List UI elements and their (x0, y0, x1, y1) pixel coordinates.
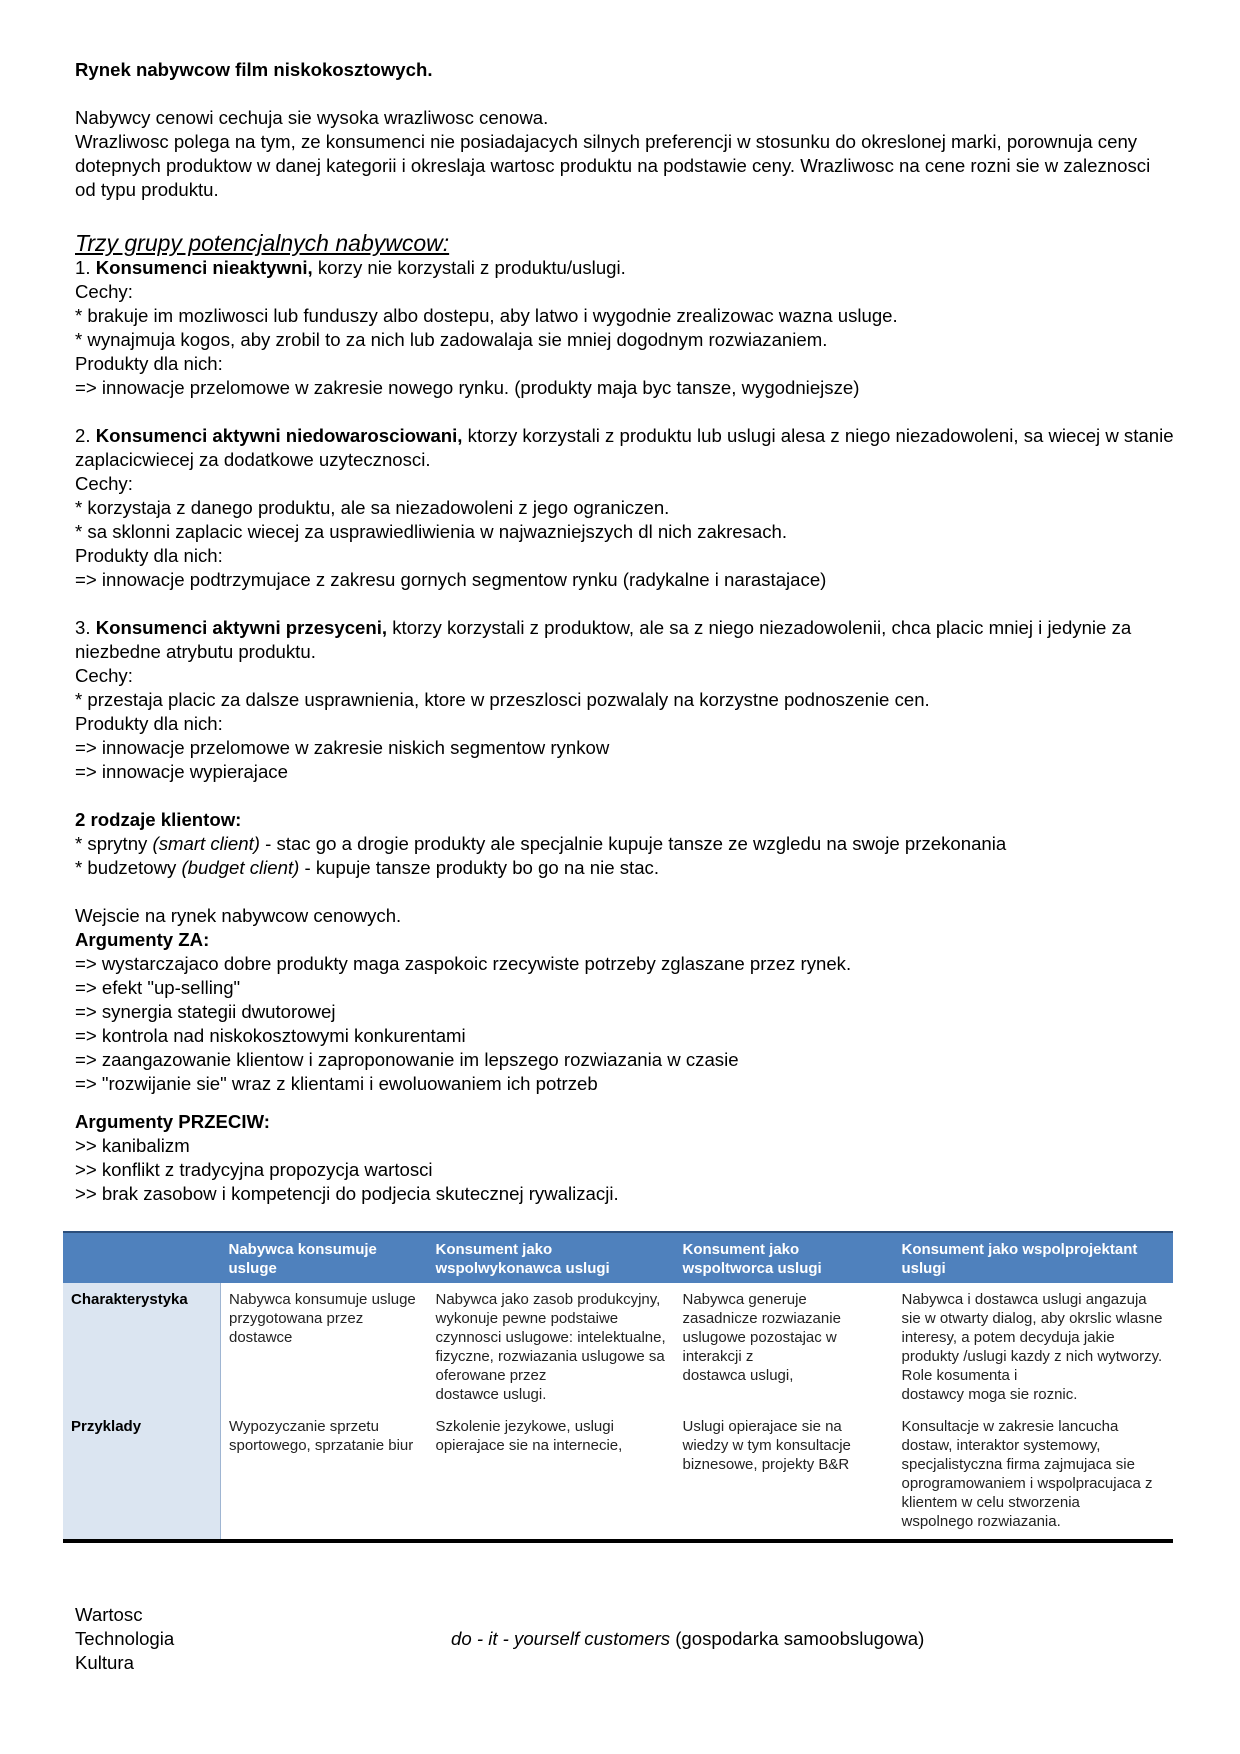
pro-item: => kontrola nad niskokosztowymi konkurentami (75, 1025, 466, 1046)
groups-heading: Trzy grupy potencjalnych nabywcow: (75, 230, 450, 256)
group1-title: 1. Konsumenci nieaktywni, korzy nie korzystali z produktu/uslugi. (75, 257, 626, 278)
diy-note: do - it - yourself customers (gospodarka samoobslugowa) (451, 1628, 925, 1649)
footer-item: Wartosc (75, 1604, 143, 1625)
group1-cecha: * brakuje im mozliwosci lub funduszy albo dostepu, aby latwo i wygodnie zrealizowac wazna usluge. (75, 305, 898, 326)
footer-item: Technologia (75, 1628, 175, 1649)
group2-title: 2. Konsumenci aktywni niedowarosciowani, ktorzy korzystali z produktu lub uslugi alesa z niego niezadowoleni, sa wiecej w stanie zaplacicwiecej za dodatkowe uzytecznosci. (75, 425, 1174, 470)
table-cell: Nabywca i dostawca uslugi angazuja sie w otwarty dialog, aby okrslic wlasne interesy, a potem decyduja jakie produkty /uslugi kazdy z nich wytworzy. Role kosumenta i dostawcy moga sie roznic. (901, 1291, 1163, 1403)
pro-item: => zaangazowanie klientow i zaproponowanie im lepszego rozwiazania w czasie (75, 1049, 739, 1070)
intro-line-2: Wrazliwosc polega na tym, ze konsumenci nie posiadajacych silnych preferencji w stosunku do okreslonej marki, porownuja ceny dotepnych produktow w danej kategorii i okreslaja wartosc produktu na podstawie ceny. Wrazliwosc na cene rozni sie w zaleznosci od typu produktu. (75, 131, 1151, 200)
pro-label: Argumenty ZA: (75, 929, 210, 950)
document-title: Rynek nabywcow film niskokosztowych. (75, 59, 433, 80)
table-header-cell: Konsument jako wspolprojektant uslugi (894, 1232, 1174, 1283)
con-item: >> kanibalizm (75, 1135, 190, 1156)
footer-item: Kultura (75, 1652, 134, 1673)
table-cell: Nabywca jako zasob produkcyjny, wykonuje pewne podstaiwe czynnosci uslugowe: intelektualne, fizyczne, rozwiazania uslugowe sa oferowane przez dostawce uslugi. (435, 1291, 666, 1403)
clients-heading: 2 rodzaje klientow: (75, 809, 242, 830)
con-item: >> brak zasobow i kompetencji do podjecia skutecznej rywalizacji. (75, 1183, 619, 1204)
client-smart: * sprytny (smart client) - stac go a drogie produkty ale specjalnie kupuje tansze ze wzgledu na swoje przekonania (75, 833, 1007, 854)
table-row (63, 1410, 1173, 1541)
table-cell: Uslugi opierajace sie na wiedzy w tym konsultacje biznesowe, projekty B&R (675, 1410, 894, 1541)
table-header-cell: Konsument jako wspolwykonawca uslugi (428, 1232, 675, 1283)
con-label: Argumenty PRZECIW: (75, 1111, 270, 1132)
pro-item: => wystarczajaco dobre produkty maga zaspokoic rzecywiste potrzeby zglaszane przez rynek. (75, 953, 852, 974)
intro-line-1: Nabywcy cenowi cechuja sie wysoka wrazliwosc cenowa. (75, 107, 549, 128)
group3-produkty-label: Produkty dla nich: (75, 713, 223, 734)
table-row (63, 1283, 1173, 1410)
group3-produkt: => innowacje przelomowe w zakresie niskich segmentow rynkow (75, 737, 610, 758)
table-cell: Szkolenie jezykowe, uslugi opierajace sie na internecie, (428, 1410, 675, 1541)
group3-title: 3. Konsumenci aktywni przesyceni, ktorzy korzystali z produktow, ale sa z niego niezadowolenii, chca placic mniej i jedynie za niezbedne atrybutu produktu. (75, 617, 1132, 662)
client-budget: * budzetowy (budget client) - kupuje tansze produkty bo go na nie stac. (75, 857, 659, 878)
group2-cecha: * sa sklonni zaplacic wiecej za usprawiedliwienia w najwazniejszych dl nich zakresach. (75, 521, 788, 542)
group3-cechy-label: Cechy: (75, 665, 133, 686)
group3-cecha: * przestaja placic za dalsze usprawnienia, ktore w przeszlosci pozwalaly na korzystne podnoszenie cen. (75, 689, 930, 710)
table-cell: Nabywca generuje zasadnicze rozwiazanie uslugowe pozostajac w interakcji z dostawca uslugi, (682, 1291, 841, 1384)
group2-cecha: * korzystaja z danego produktu, ale sa niezadowoleni z jego ograniczen. (75, 497, 670, 518)
group1-produkty-label: Produkty dla nich: (75, 353, 223, 374)
table-cell: Konsultacje w zakresie lancucha dostaw, interaktor systemowy, specjalistyczna firma zajmujaca sie oprogramowaniem i wspolpracujaca z klientem w celu stworzenia wspolnego rozwiazania. (894, 1410, 1174, 1541)
con-item: >> konflikt z tradycyjna propozycja wartosci (75, 1159, 433, 1180)
table-header-cell: Konsument jako wspoltworca uslugi (675, 1232, 894, 1283)
footer-list (75, 1603, 174, 1675)
table-row-label: Charakterystyka (63, 1283, 221, 1410)
group3-produkt: => innowacje wypierajace (75, 761, 288, 782)
entry-text: Wejscie na rynek nabywcow cenowych. (75, 905, 402, 926)
group2-produkt: => innowacje podtrzymujace z zakresu gornych segmentow rynku (radykalne i narastajace) (75, 569, 827, 590)
group1-produkt: => innowacje przelomowe w zakresie nowego rynku. (produkty maja byc tansze, wygodniejsze) (75, 377, 860, 398)
group2-produkty-label: Produkty dla nich: (75, 545, 223, 566)
group1-cecha: * wynajmuja kogos, aby zrobil to za nich lub zadowalaja sie mniej dogodnym rozwiazaniem. (75, 329, 828, 350)
document-body (75, 58, 1175, 1206)
table-cell: Wypozyczanie sprzetu sportowego, sprzatanie biur (221, 1410, 428, 1541)
pro-item: => "rozwijanie sie" wraz z klientami i ewoluowaniem ich potrzeb (75, 1073, 598, 1094)
table-header-cell: Nabywca konsumuje usluge (221, 1232, 428, 1283)
table-row-label: Przyklady (63, 1410, 221, 1541)
table-header-cell (63, 1232, 221, 1283)
group1-cechy-label: Cechy: (75, 281, 133, 302)
table-header-row (63, 1232, 1173, 1283)
service-roles-table (63, 1231, 1173, 1543)
table-cell: Nabywca konsumuje usluge przygotowana przez dostawce (229, 1291, 416, 1346)
group2-cechy-label: Cechy: (75, 473, 133, 494)
pro-item: => synergia stategii dwutorowej (75, 1001, 336, 1022)
pro-item: => efekt "up-selling" (75, 977, 241, 998)
